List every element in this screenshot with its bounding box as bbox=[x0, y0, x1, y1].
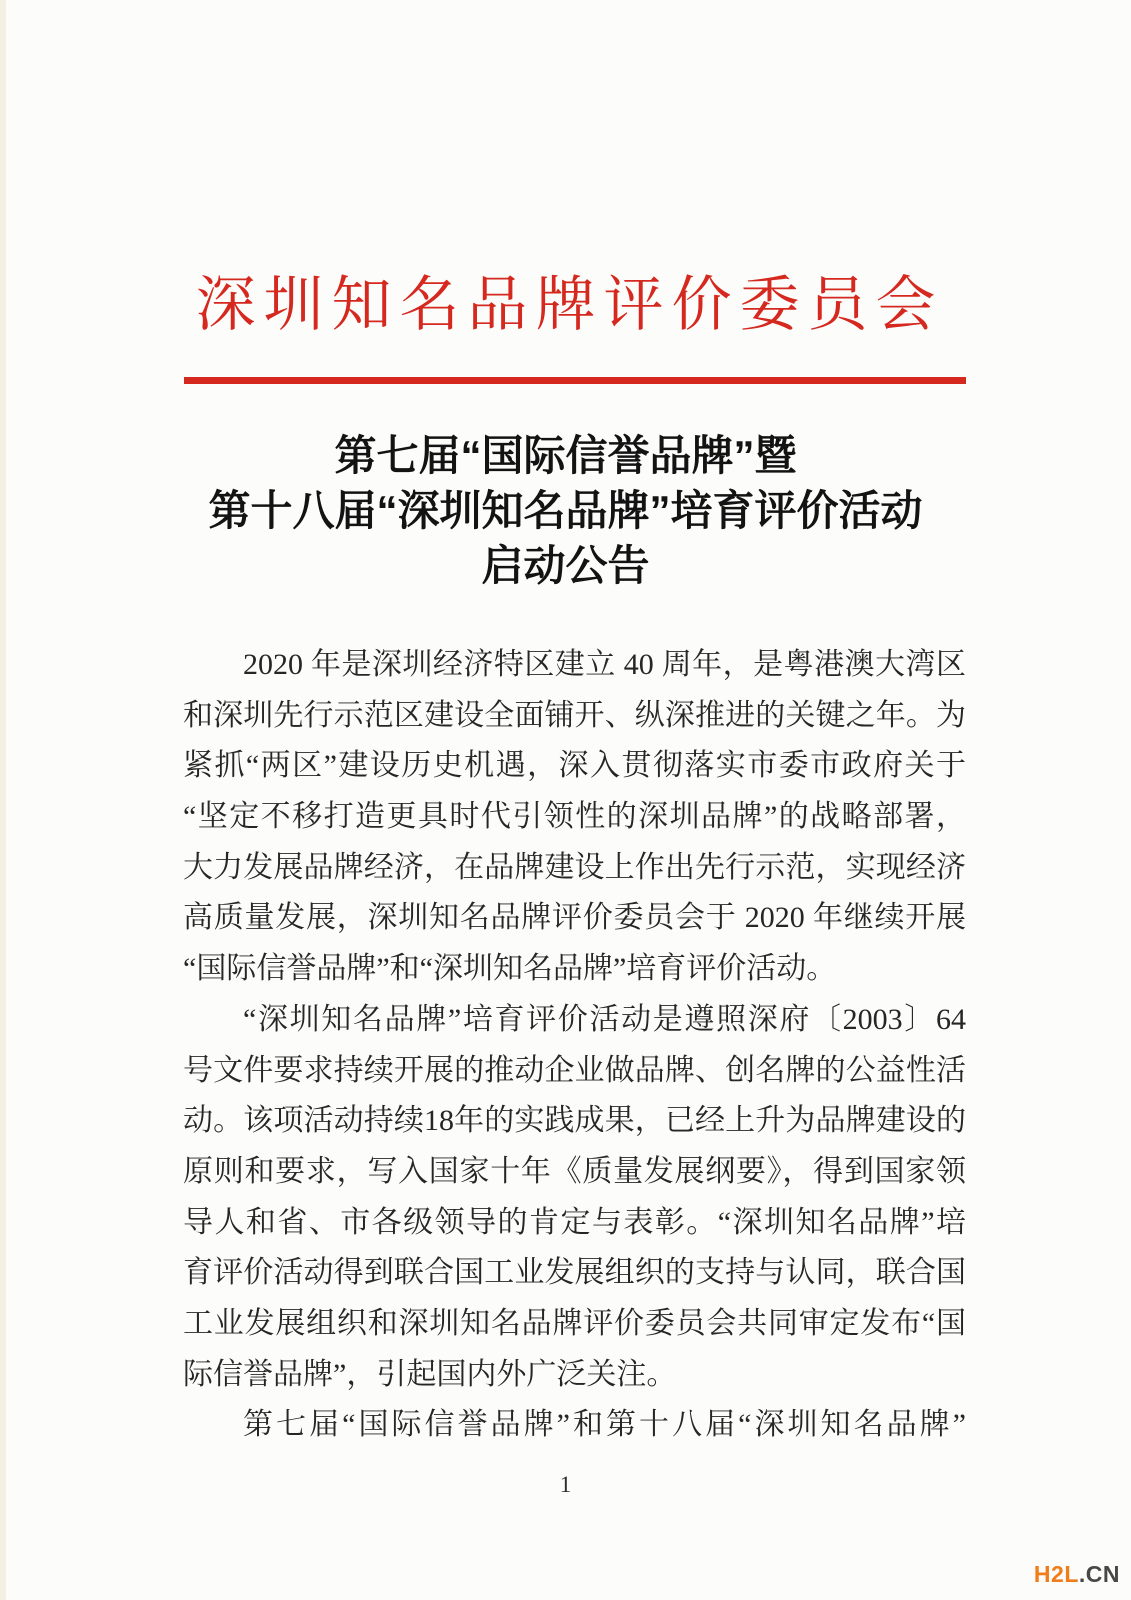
body-line: 第七届“国际信誉品牌”和第十八届“深圳知名品牌” bbox=[243, 1408, 966, 1442]
page-number: 1 bbox=[559, 1472, 572, 1497]
body-line: 和深圳先行示范区建设全面铺开、纵深推进的关键之年。为 bbox=[183, 698, 966, 732]
body-line: 育评价活动得到联合国工业发展组织的支持与认同，联合国 bbox=[183, 1256, 966, 1290]
body-line: “坚定不移打造更具时代引领性的深圳品牌”的战略部署， bbox=[183, 800, 966, 834]
watermark bbox=[1034, 1561, 1120, 1588]
body-line: 动。该项活动持续18年的实践成果，已经上升为品牌建设的 bbox=[183, 1104, 966, 1138]
watermark-suffix: .CN bbox=[1078, 1561, 1120, 1587]
watermark-brand: H2L bbox=[1033, 1561, 1079, 1587]
body-line: 2020 年是深圳经济特区建立 40 周年，是粤港澳大湾区 bbox=[243, 648, 966, 681]
body-line: “深圳知名品牌”培育评价活动是遵照深府〔2003〕64 bbox=[243, 1002, 966, 1036]
masthead-title: 深圳知名品牌评价委员会 bbox=[195, 272, 944, 338]
body-text bbox=[183, 640, 966, 1451]
scan-edge-strip bbox=[0, 0, 6, 1600]
heading-line: 启动公告 bbox=[481, 542, 650, 589]
body-line: 大力发展品牌经济，在品牌建设上作出先行示范，实现经济 bbox=[183, 850, 966, 884]
body-line: 际信誉品牌”，引起国内外广泛关注。 bbox=[183, 1357, 677, 1391]
heading-line: 第七届“国际信誉品牌”暨 bbox=[334, 432, 797, 479]
body-line: 原则和要求，写入国家十年《质量发展纲要》，得到国家领 bbox=[183, 1154, 966, 1188]
heading-line: 第十八届“深圳知名品牌”培育评价活动 bbox=[208, 487, 923, 534]
body-line: 紧抓“两区”建设历史机遇，深入贯彻落实市委市政府关于 bbox=[183, 749, 966, 783]
body-line: 工业发展组织和深圳知名品牌评价委员会共同审定发布“国 bbox=[183, 1306, 966, 1340]
announcement-heading bbox=[0, 428, 1131, 593]
body-line: 导人和省、市各级领导的肯定与表彰。“深圳知名品牌”培 bbox=[183, 1205, 966, 1239]
masthead-divider bbox=[184, 377, 966, 384]
body-line: 号文件要求持续开展的推动企业做品牌、创名牌的公益性活 bbox=[183, 1053, 966, 1087]
body-line: “国际信誉品牌”和“深圳知名品牌”培育评价活动。 bbox=[183, 952, 837, 986]
body-line: 高质量发展，深圳知名品牌评价委员会于 2020 年继续开展 bbox=[183, 901, 966, 935]
